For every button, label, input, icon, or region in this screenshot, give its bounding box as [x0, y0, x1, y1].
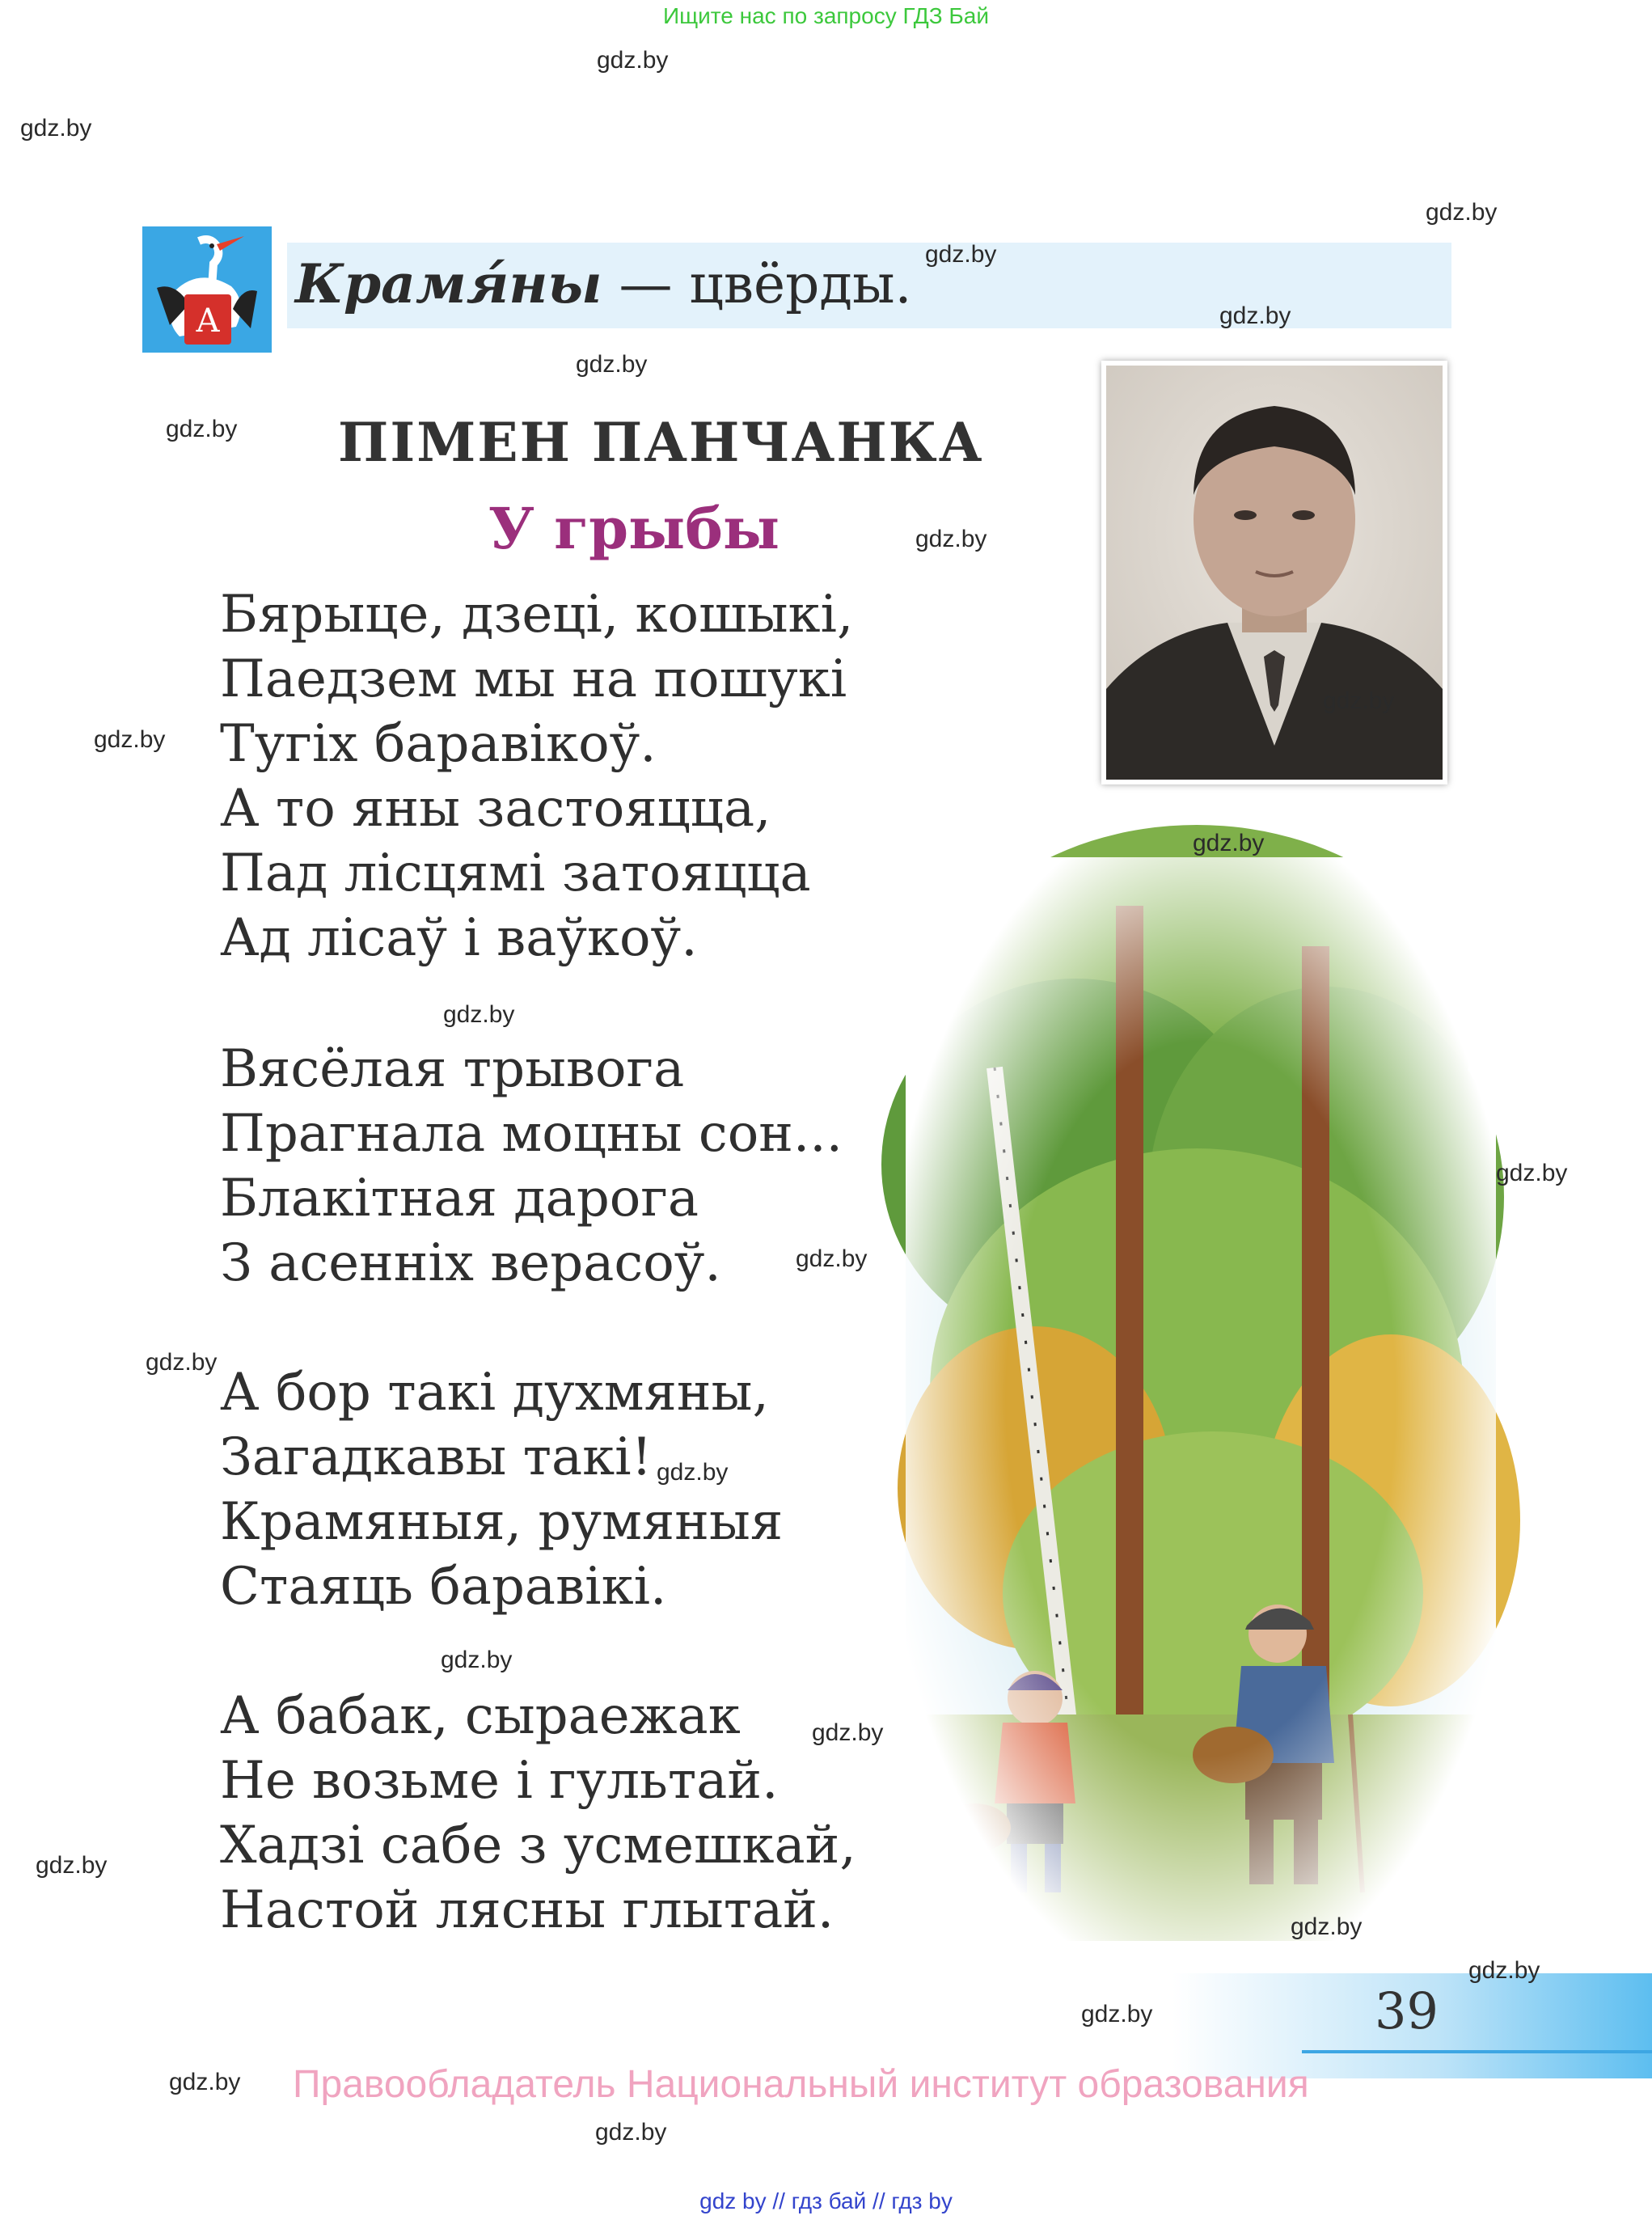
header-rule: [295, 252, 912, 315]
rule-definition: — цвёрды.: [602, 253, 912, 315]
poem-line: Загадкавы такі!: [220, 1427, 653, 1487]
poem-title: У грыбы: [488, 495, 780, 562]
watermark: gdz.by: [441, 1647, 513, 1673]
watermark: gdz.by: [1496, 1160, 1568, 1186]
poem-line: Пад лісцямі затояцца: [220, 844, 811, 903]
watermark: gdz.by: [1193, 830, 1265, 856]
poem-line: Блакітная дарога: [220, 1169, 699, 1228]
watermark: gdz.by: [166, 416, 238, 442]
poem-line: Стаяць баравікі.: [220, 1557, 667, 1617]
poem-line: Тугіх баравікоў.: [220, 714, 657, 774]
poem-line: Паедзем мы на пошукі: [220, 649, 847, 709]
watermark: gdz.by: [169, 2069, 241, 2095]
icon-letter: А: [195, 302, 221, 340]
watermark: gdz.by: [36, 1852, 108, 1879]
watermark: gdz.by: [595, 2119, 667, 2146]
poem-line: Прагнала моцны сон...: [220, 1104, 843, 1164]
copyright-notice: Правообладатель Национальный институт образования: [293, 2063, 1309, 2106]
watermark: gdz.by: [20, 115, 92, 142]
watermark: gdz.by: [1468, 1957, 1540, 1984]
poem-line: Ад лісаў і ваўкоў.: [220, 908, 698, 968]
watermark: gdz.by: [597, 47, 669, 74]
rule-word: Крамя́ны: [295, 252, 602, 315]
watermark: gdz.by: [94, 726, 166, 753]
poem-line: А бор такі духмяны,: [220, 1363, 769, 1423]
watermark: gdz.by: [146, 1349, 218, 1376]
watermark: gdz.by: [915, 526, 987, 552]
author-portrait: [1101, 361, 1447, 784]
forest-illustration: [873, 825, 1528, 1965]
poem-line: Крамяныя, румяныя: [220, 1492, 784, 1552]
page-number: 39: [1375, 1981, 1439, 2040]
stanza-4: [220, 1684, 856, 1943]
stanza-2: [220, 1037, 843, 1296]
poem-line: З асенніх верасоў.: [220, 1233, 721, 1293]
alphabet-stork-icon: [142, 226, 272, 353]
watermark: gdz.by: [1323, 687, 1395, 714]
watermark: gdz.by: [812, 1719, 884, 1746]
watermark: gdz.by: [443, 1001, 515, 1028]
stanza-3: [220, 1360, 783, 1619]
page-number-underline: [1302, 2050, 1652, 2053]
watermark: gdz.by: [796, 1245, 868, 1272]
watermark: gdz.by: [576, 351, 648, 378]
poem-line: Не возьме і гультай.: [220, 1751, 779, 1811]
poem-line: Настой лясны глытай.: [220, 1880, 834, 1940]
watermark: gdz.by: [657, 1459, 729, 1486]
poem-line: А то яны застояцца,: [220, 779, 771, 839]
footer-links[interactable]: gdz by // гдз бай // гдз by: [699, 2188, 953, 2213]
watermark: gdz.by: [925, 241, 997, 268]
watermark: gdz.by: [1426, 199, 1498, 226]
stanza-1: [220, 582, 853, 970]
watermark: gdz.by: [1081, 2001, 1153, 2027]
poem-line: А бабак, сыраежак: [220, 1686, 741, 1746]
poem-line: Хадзі сабе з усмешкай,: [220, 1816, 856, 1875]
watermark: gdz.by: [1219, 302, 1291, 329]
watermark: gdz.by: [1291, 1913, 1363, 1940]
poem-line: Вясёлая трывога: [220, 1039, 685, 1099]
top-banner[interactable]: Ищите нас по запросу ГДЗ Бай: [662, 3, 990, 28]
poem-line: Бярыце, дзеці, кошыкі,: [220, 585, 854, 645]
author-name: ПІМЕН ПАНЧАНКА: [338, 411, 984, 474]
